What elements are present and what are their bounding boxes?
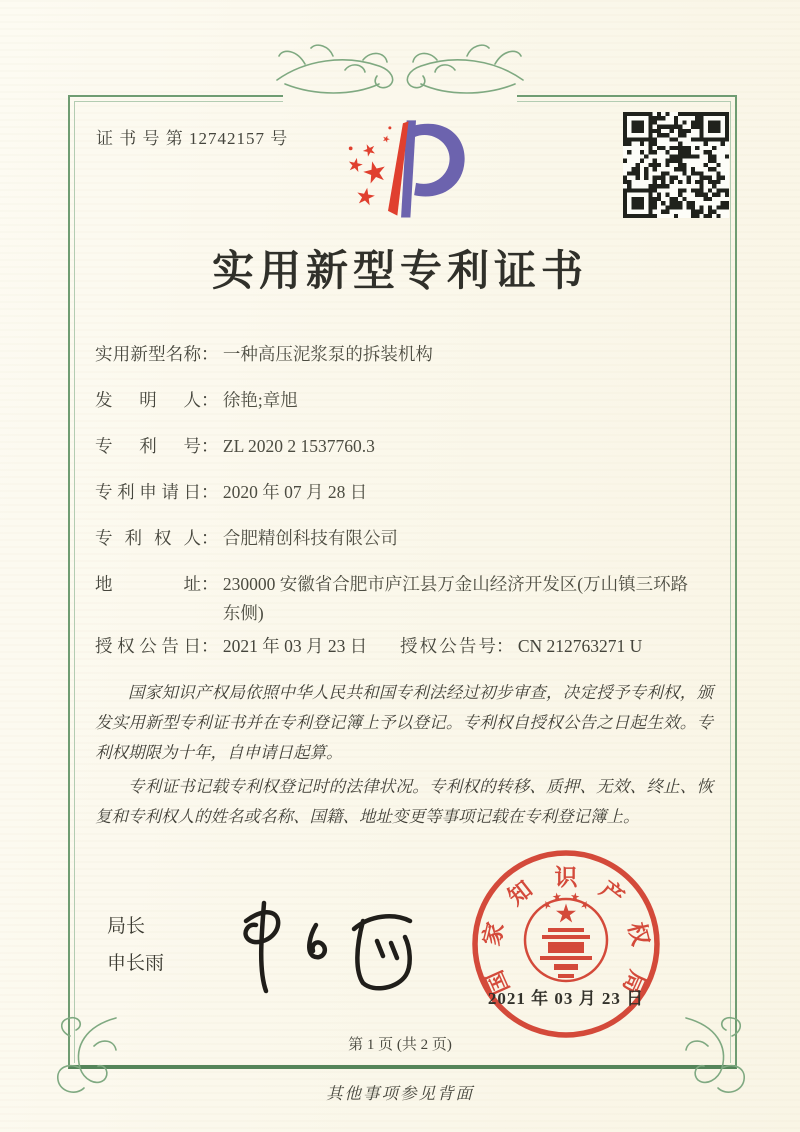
field-label: 授权公告号 [400, 636, 496, 656]
field-label: 实用新型名称 [95, 344, 201, 364]
qr-code-icon [623, 112, 729, 218]
back-side-note: 其他事项参见背面 [326, 1084, 474, 1103]
signer-name: 申长雨 [107, 953, 165, 974]
field-label: 专利号 [95, 436, 201, 456]
field-row-filing-date: 专利申请日： 2020 年 07 月 28 日 [95, 478, 713, 507]
svg-text:知: 知 [503, 876, 537, 911]
certificate-body [95, 340, 713, 832]
legal-paragraphs [95, 678, 713, 832]
field-value: ZL 2020 2 1537760.3 [222, 436, 375, 456]
field-value: 2020 年 07 月 28 日 [222, 482, 368, 502]
field-value: 徐艳;章旭 [222, 390, 298, 410]
svg-text:家: 家 [478, 919, 509, 949]
field-label: 专利权人 [95, 528, 201, 548]
field-row-patent-number: 专利号： ZL 2020 2 1537760.3 [95, 432, 713, 461]
field-value: 一种高压泥浆泵的拆装机构 [222, 344, 433, 364]
field-value: CN 212763271 U [517, 636, 643, 656]
certificate-number: 证 书 号 第 12742157 号 [96, 129, 289, 148]
field-grant-number: 授权公告号： CN 212763271 U [400, 632, 642, 661]
seal-date: 2021 年 03 月 23 日 [487, 989, 645, 1008]
field-value: 230000 安徽省合肥市庐江县万金山经济开发区(万山镇三环路东侧) [222, 574, 689, 623]
cnipa-ip-logo-icon [332, 110, 472, 226]
field-row-utility-model-name: 实用新型名称： 一种高压泥浆泵的拆装机构 [95, 340, 713, 369]
svg-text:产: 产 [595, 876, 629, 911]
signer-block [107, 908, 164, 982]
paragraph-register-statement: 专利证书记载专利权登记时的法律状况。专利权的转移、质押、无效、终止、恢复和专利权人的姓名或名称、国籍、地址变更等事项记载在专利登记簿上。 [95, 777, 713, 826]
svg-text:局: 局 [617, 966, 651, 998]
field-label: 发明人 [95, 390, 201, 410]
svg-text:国: 国 [481, 966, 515, 998]
national-ip-office-seal [466, 844, 666, 1044]
field-value: 2021 年 03 月 23 日 [222, 636, 368, 656]
field-row-patentee: 专利权人： 合肥精创科技有限公司 [95, 524, 713, 553]
top-center-flourish-ornament [275, 40, 525, 114]
field-row-grant-date-and-number: 授权公告日： 2021 年 03 月 23 日 授权公告号： CN 212763271 U [95, 632, 713, 661]
director-handwritten-signature [212, 893, 424, 997]
field-label: 授权公告日 [95, 636, 201, 656]
svg-text:权: 权 [623, 919, 654, 949]
signer-title: 局长 [107, 916, 146, 937]
field-value: 合肥精创科技有限公司 [222, 528, 398, 548]
field-label: 专利申请日 [95, 482, 201, 502]
certificate-title: 实用新型专利证书 [211, 249, 588, 295]
field-row-inventor: 发明人： 徐艳;章旭 [95, 386, 713, 415]
paragraph-grant-statement: 国家知识产权局依照中华人民共和国专利法经过初步审查，决定授予专利权，颁发实用新型专利证书并在专利登记簿上予以登记。专利权自授权公告之日起生效。专利权期限为十年，自申请日起算。 [95, 683, 713, 762]
field-label: 地址 [95, 574, 201, 594]
svg-text:识: 识 [554, 865, 578, 890]
page-number: 第 1 页 (共 2 页) [348, 1037, 452, 1053]
field-row-address: 地址： 230000 安徽省合肥市庐江县万金山经济开发区(万山镇三环路东侧) [95, 570, 713, 628]
